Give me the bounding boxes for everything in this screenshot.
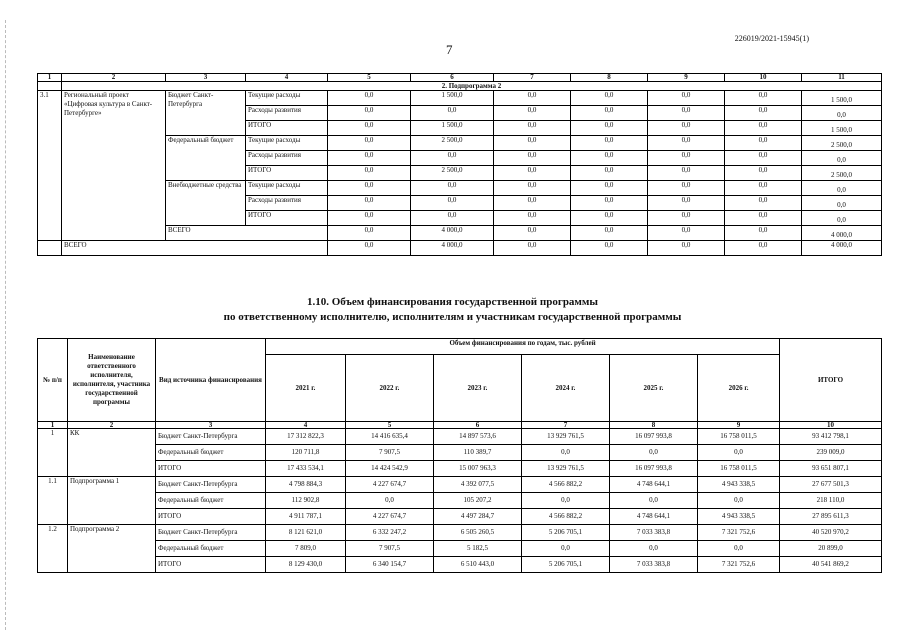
value-cell: 0,0 [648, 136, 725, 151]
value-cell: 0,0 [346, 493, 434, 509]
value-cell: 5 182,5 [434, 541, 522, 557]
header-total: ИТОГО [780, 339, 882, 422]
value-cell: 2 500,0 [411, 136, 494, 151]
value-cell: 0,0 [411, 211, 494, 226]
value-cell: 1 500,0 [411, 91, 494, 106]
value-cell: 0,0 [571, 136, 648, 151]
value-cell: 7 321 752,6 [698, 557, 780, 573]
column-number: 6 [434, 422, 522, 429]
value-cell: 16 758 011,5 [698, 461, 780, 477]
value-cell: 0,0 [648, 106, 725, 121]
value-cell: 14 424 542,9 [346, 461, 434, 477]
column-number: 3 [156, 422, 266, 429]
value-cell: 4 566 882,2 [522, 509, 610, 525]
value-cell: 0,0 [802, 151, 882, 166]
value-cell: 4 000,0 [802, 226, 882, 241]
value-cell: 1 500,0 [802, 121, 882, 136]
value-cell: 2 500,0 [802, 136, 882, 151]
value-cell: 0,0 [571, 226, 648, 241]
value-cell: 0,0 [328, 181, 411, 196]
value-cell: 0,0 [648, 151, 725, 166]
value-cell: 0,0 [494, 226, 571, 241]
section-row [38, 82, 882, 91]
funding-source: ИТОГО [156, 557, 266, 573]
row-number: 1 [38, 429, 68, 477]
value-cell: 6 510 443,0 [434, 557, 522, 573]
column-number: 7 [494, 74, 571, 82]
value-cell: 4 911 787,1 [266, 509, 346, 525]
header-year: 2024 г. [522, 355, 610, 422]
value-cell: 20 899,0 [780, 541, 882, 557]
value-cell: 14 897 573,6 [434, 429, 522, 445]
header-year: 2026 г. [698, 355, 780, 422]
value-cell: 0,0 [571, 211, 648, 226]
table-row [38, 91, 882, 106]
header-year: 2022 г. [346, 355, 434, 422]
value-cell: 0,0 [648, 181, 725, 196]
column-number: 8 [571, 74, 648, 82]
value-cell: 5 206 705,1 [522, 557, 610, 573]
section-title-line2: по ответственному исполнителю, исполнителям и участникам государственной программы [223, 311, 682, 323]
expense-type: Расходы развития [246, 151, 328, 166]
table-row [38, 557, 882, 573]
value-cell: 17 312 822,3 [266, 429, 346, 445]
funding-source: Бюджет Санкт-Петербурга [156, 525, 266, 541]
value-cell: 4 748 644,1 [610, 477, 698, 493]
table-row [38, 525, 882, 541]
value-cell: 7 321 752,6 [698, 525, 780, 541]
column-number: 9 [648, 74, 725, 82]
value-cell: 0,0 [571, 106, 648, 121]
value-cell: 0,0 [494, 196, 571, 211]
value-cell: 0,0 [571, 166, 648, 181]
value-cell: 15 007 963,3 [434, 461, 522, 477]
value-cell: 0,0 [725, 166, 802, 181]
value-cell: 0,0 [328, 241, 411, 256]
funding-source: Федеральный бюджет [166, 136, 246, 181]
value-cell: 0,0 [571, 181, 648, 196]
funding-source: ИТОГО [156, 509, 266, 525]
section-title-line1: 1.10. Объем финансирования государственной программы [306, 296, 599, 308]
value-cell: 0,0 [725, 91, 802, 106]
value-cell: 16 097 993,8 [610, 429, 698, 445]
expense-type: ИТОГО [246, 211, 328, 226]
value-cell: 0,0 [725, 121, 802, 136]
value-cell: 0,0 [648, 226, 725, 241]
table-row [38, 461, 882, 477]
expense-type: ИТОГО [246, 166, 328, 181]
row-number: 1.1 [38, 477, 68, 525]
value-cell: 112 902,8 [266, 493, 346, 509]
header-source: Вид источника финансирования [156, 339, 266, 422]
value-cell: 16 758 011,5 [698, 429, 780, 445]
value-cell: 0,0 [648, 166, 725, 181]
funding-source: ИТОГО [156, 461, 266, 477]
value-cell: 0,0 [698, 493, 780, 509]
value-cell: 0,0 [725, 106, 802, 121]
value-cell: 0,0 [802, 211, 882, 226]
value-cell: 0,0 [725, 211, 802, 226]
expense-type: Текущие расходы [246, 136, 328, 151]
expense-type: Текущие расходы [246, 91, 328, 106]
value-cell: 93 651 807,1 [780, 461, 882, 477]
column-number: 9 [698, 422, 780, 429]
value-cell: 6 340 154,7 [346, 557, 434, 573]
value-cell: 239 009,0 [780, 445, 882, 461]
value-cell: 4 943 338,5 [698, 477, 780, 493]
value-cell: 0,0 [411, 181, 494, 196]
value-cell: 0,0 [494, 211, 571, 226]
value-cell: 1 500,0 [411, 121, 494, 136]
table-row [38, 477, 882, 493]
header-number-row [38, 74, 882, 82]
value-cell: 0,0 [610, 541, 698, 557]
participant-name: Подпрограмма 1 [68, 477, 156, 525]
value-cell: 0,0 [494, 136, 571, 151]
table-row [38, 445, 882, 461]
row-number: 3.1 [38, 91, 62, 241]
expense-type: Текущие расходы [246, 181, 328, 196]
value-cell: 4 000,0 [411, 241, 494, 256]
value-cell: 14 416 635,4 [346, 429, 434, 445]
value-cell: 0,0 [328, 196, 411, 211]
financing-table [37, 338, 882, 573]
value-cell: 27 677 501,3 [780, 477, 882, 493]
value-cell: 8 121 621,0 [266, 525, 346, 541]
value-cell: 0,0 [725, 181, 802, 196]
column-number: 2 [68, 422, 156, 429]
table-row [38, 509, 882, 525]
header-row-1 [38, 339, 882, 355]
header-num: № п/п [38, 339, 68, 422]
value-cell: 7 907,5 [346, 541, 434, 557]
value-cell: 7 809,0 [266, 541, 346, 557]
expense-type: ИТОГО [246, 121, 328, 136]
value-cell: 110 389,7 [434, 445, 522, 461]
header-volume: Объем финансирования по годам, тыс. рублей [266, 339, 780, 355]
value-cell: 4 392 077,5 [434, 477, 522, 493]
value-cell: 0,0 [571, 151, 648, 166]
value-cell: 0,0 [328, 166, 411, 181]
value-cell: 0,0 [328, 226, 411, 241]
value-cell: 0,0 [411, 106, 494, 121]
value-cell: 4 227 674,7 [346, 477, 434, 493]
value-cell: 0,0 [494, 121, 571, 136]
header-year: 2021 г. [266, 355, 346, 422]
value-cell: 0,0 [494, 106, 571, 121]
value-cell: 0,0 [648, 196, 725, 211]
value-cell: 0,0 [725, 226, 802, 241]
value-cell: 13 929 761,5 [522, 461, 610, 477]
value-cell: 0,0 [698, 445, 780, 461]
vsego-total-row [38, 241, 882, 256]
value-cell: 0,0 [571, 241, 648, 256]
section-title: 2. Подпрограмма 2 [62, 82, 882, 91]
page-number: 7 [446, 42, 453, 57]
value-cell: 4 798 884,3 [266, 477, 346, 493]
value-cell: 4 000,0 [411, 226, 494, 241]
value-cell: 0,0 [802, 181, 882, 196]
value-cell: 7 033 383,8 [610, 557, 698, 573]
value-cell: 105 207,2 [434, 493, 522, 509]
value-cell: 0,0 [648, 121, 725, 136]
value-cell: 7 033 383,8 [610, 525, 698, 541]
value-cell: 0,0 [328, 136, 411, 151]
value-cell: 0,0 [725, 136, 802, 151]
column-number: 5 [328, 74, 411, 82]
value-cell: 17 433 534,1 [266, 461, 346, 477]
funding-source: Бюджет Санкт-Петербурга [156, 429, 266, 445]
header-name: Наименование ответственного исполнителя, исполнителя, участника государственной программы [68, 339, 156, 422]
funding-source: Федеральный бюджет [156, 541, 266, 557]
column-number: 4 [246, 74, 328, 82]
column-number: 10 [780, 422, 882, 429]
row-number: 1.2 [38, 525, 68, 573]
header-year: 2025 г. [610, 355, 698, 422]
column-number: 11 [802, 74, 882, 82]
column-number: 2 [62, 74, 166, 82]
value-cell: 0,0 [522, 445, 610, 461]
column-number: 10 [725, 74, 802, 82]
column-number: 4 [266, 422, 346, 429]
value-cell: 0,0 [328, 91, 411, 106]
header-year: 2023 г. [434, 355, 522, 422]
value-cell: 0,0 [411, 196, 494, 211]
value-cell: 27 895 611,3 [780, 509, 882, 525]
value-cell: 4 227 674,7 [346, 509, 434, 525]
subprogram-table [37, 73, 882, 256]
value-cell: 0,0 [328, 211, 411, 226]
expense-type: Расходы развития [246, 106, 328, 121]
value-cell: 0,0 [571, 121, 648, 136]
value-cell: 0,0 [571, 196, 648, 211]
value-cell: 0,0 [494, 91, 571, 106]
funding-source: Федеральный бюджет [156, 493, 266, 509]
value-cell: 0,0 [802, 106, 882, 121]
funding-source: Бюджет Санкт-Петербурга [156, 477, 266, 493]
column-number: 6 [411, 74, 494, 82]
header-number-row [38, 422, 882, 429]
value-cell: 4 000,0 [802, 241, 882, 256]
column-number: 7 [522, 422, 610, 429]
value-cell: 13 929 761,5 [522, 429, 610, 445]
value-cell: 2 500,0 [802, 166, 882, 181]
funding-source: Бюджет Санкт-Петербурга [166, 91, 246, 136]
table-row [38, 493, 882, 509]
vsego-total-label: ВСЕГО [62, 241, 328, 256]
value-cell: 0,0 [494, 241, 571, 256]
column-number: 1 [38, 422, 68, 429]
value-cell: 218 110,0 [780, 493, 882, 509]
column-number: 8 [610, 422, 698, 429]
value-cell: 4 566 882,2 [522, 477, 610, 493]
value-cell: 120 711,8 [266, 445, 346, 461]
value-cell: 0,0 [725, 241, 802, 256]
value-cell: 7 907,5 [346, 445, 434, 461]
funding-source: Внебюджетные средства [166, 181, 246, 226]
value-cell: 0,0 [610, 445, 698, 461]
value-cell: 0,0 [494, 166, 571, 181]
column-number: 1 [38, 74, 62, 82]
value-cell: 0,0 [802, 196, 882, 211]
value-cell: 0,0 [725, 196, 802, 211]
value-cell: 16 097 993,8 [610, 461, 698, 477]
value-cell: 0,0 [328, 121, 411, 136]
value-cell: 0,0 [522, 493, 610, 509]
value-cell: 4 748 644,1 [610, 509, 698, 525]
value-cell: 4 497 284,7 [434, 509, 522, 525]
value-cell: 1 500,0 [802, 91, 882, 106]
expense-type: Расходы развития [246, 196, 328, 211]
value-cell: 0,0 [328, 151, 411, 166]
value-cell: 0,0 [725, 151, 802, 166]
participant-name: Подпрограмма 2 [68, 525, 156, 573]
blank-cell [38, 82, 62, 91]
value-cell: 0,0 [698, 541, 780, 557]
value-cell: 0,0 [648, 91, 725, 106]
page-edge-mark [0, 20, 6, 630]
value-cell: 93 412 798,1 [780, 429, 882, 445]
vsego-label: ВСЕГО [166, 226, 328, 241]
project-name: Региональный проект «Цифровая культура в Санкт-Петербурге» [62, 91, 166, 241]
value-cell: 8 129 430,0 [266, 557, 346, 573]
document-number: 226019/2021-15945(1) [734, 34, 809, 43]
blank-cell [38, 241, 62, 256]
value-cell: 6 332 247,2 [346, 525, 434, 541]
funding-source: Федеральный бюджет [156, 445, 266, 461]
column-number: 3 [166, 74, 246, 82]
table-row [38, 429, 882, 445]
value-cell: 0,0 [648, 211, 725, 226]
value-cell: 6 505 260,5 [434, 525, 522, 541]
value-cell: 0,0 [328, 106, 411, 121]
table-row [38, 541, 882, 557]
value-cell: 0,0 [411, 151, 494, 166]
value-cell: 40 520 970,2 [780, 525, 882, 541]
participant-name: КК [68, 429, 156, 477]
value-cell: 40 541 869,2 [780, 557, 882, 573]
value-cell: 0,0 [522, 541, 610, 557]
value-cell: 2 500,0 [411, 166, 494, 181]
value-cell: 0,0 [648, 241, 725, 256]
value-cell: 0,0 [610, 493, 698, 509]
value-cell: 0,0 [571, 91, 648, 106]
column-number: 5 [346, 422, 434, 429]
value-cell: 0,0 [494, 181, 571, 196]
value-cell: 4 943 338,5 [698, 509, 780, 525]
value-cell: 5 206 705,1 [522, 525, 610, 541]
value-cell: 0,0 [494, 151, 571, 166]
